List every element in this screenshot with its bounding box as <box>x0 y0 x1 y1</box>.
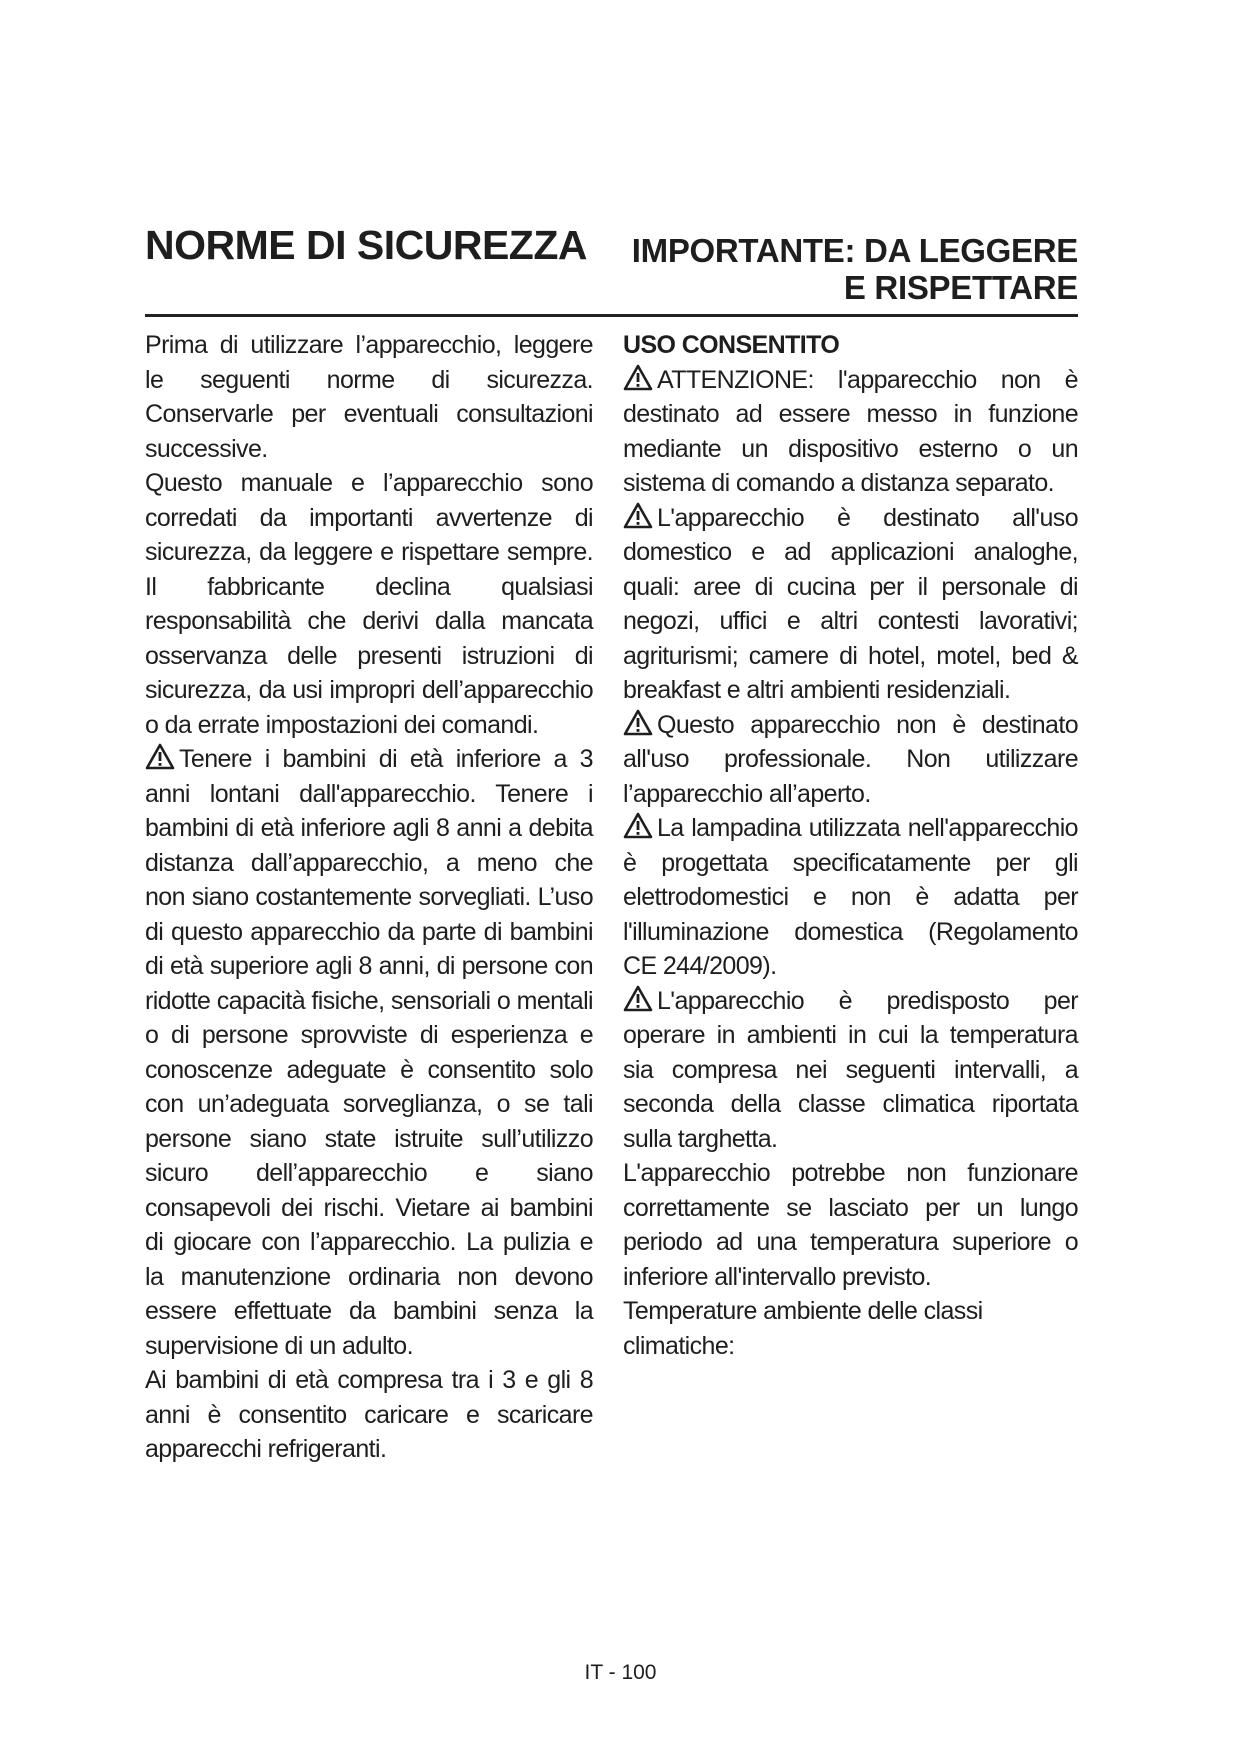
right-column <box>623 328 1078 1363</box>
warning-triangle-icon <box>623 502 653 529</box>
warning-triangle-icon <box>145 743 175 770</box>
warning-triangle-icon <box>623 812 653 839</box>
paragraph-not-professional <box>623 708 1078 812</box>
section-heading-uso-consentito: USO CONSENTITO <box>623 331 840 359</box>
paragraph-temperature <box>623 984 1078 1157</box>
paragraph-domestic-use <box>623 501 1078 708</box>
warning-triangle-icon <box>623 364 653 391</box>
left-column <box>145 328 593 1467</box>
warning-triangle-icon <box>623 709 653 736</box>
paragraph-attention <box>623 363 1078 501</box>
paragraph-lamp <box>623 811 1078 984</box>
paragraph-not-professional-text: Questo apparecchio non è destinato all'uso professionale. Non utilizzare l’apparecchio all’aperto. <box>623 710 1078 808</box>
subtitle-line-2: E RISPETTARE <box>843 269 1078 306</box>
page-title: NORME DI SICUREZZA <box>145 222 587 268</box>
page-number: IT - 100 <box>584 1661 657 1684</box>
paragraph-malfunction: L'apparecchio potrebbe non funzionare correttamente se lasciato per un lungo periodo ad una temperatura superiore o inferiore all'intervallo previsto. <box>623 1159 1078 1291</box>
paragraph-intro: Prima di utilizzare l’apparecchio, leggere le seguenti norme di sicurezza. Conservarle per eventuali consultazioni successive. <box>145 331 593 463</box>
paragraph-lamp-text: La lampadina utilizzata nell'apparecchio è progettata specificatamente per gli elettrodomestici e non è adatta per l'illuminazione domestica (Regolamento CE 244/2009). <box>623 814 1078 980</box>
header-divider <box>145 314 1078 317</box>
page-subtitle <box>620 232 1078 306</box>
subtitle-line-1: IMPORTANTE: DA LEGGERE <box>631 232 1078 269</box>
paragraph-children-loading: Ai bambini di età compresa tra i 3 e gli 8 anni è consentito caricare e scaricare apparecchi refrigeranti. <box>145 1366 593 1463</box>
warning-triangle-icon <box>623 985 653 1012</box>
paragraph-domestic-use-text: L'apparecchio è destinato all'uso domestico e ad applicazioni analoghe, quali: aree di cucina per il personale di negozi, uffici e altri contesti lavorativi; agriturismi; camere di hotel, motel, bed & breakfast e altri ambienti residenziali. <box>623 503 1078 704</box>
paragraph-temperature-text: L'apparecchio è predisposto per operare in ambienti in cui la temperatura sia compresa nei seguenti intervalli, a seconda della classe climatica riportata sulla targhetta. <box>623 986 1078 1153</box>
paragraph-children-text: Tenere i bambini di età inferiore a 3 anni lontani dall'apparecchio. Tenere i bambini di età inferiore agli 8 anni a debita distanza dall’apparecchio, a meno che non siano costantemente sorvegliati. L’uso di questo apparecchio da parte di bambini di età superiore agli 8 anni, di persone con ridotte capacità fisiche, sensoriali o mentali o di persone sprovviste di esperienza e conoscenze adeguate è consentito solo con un’adeguata sorveglianza, o se tali persone siano state istruite sull’utilizzo sicuro dell’apparecchio e siano consapevoli dei rischi. Vietare ai bambini di giocare con l’apparecchio. La pulizia e la manutenzione ordinaria non devono essere effettuate da bambini senza la supervisione di un adulto. <box>145 745 593 1360</box>
paragraph-children-warning <box>145 742 593 1363</box>
paragraph-attention-text: ATTENZIONE: l'apparecchio non è destinato ad essere messo in funzione mediante un dispositivo esterno o un sistema di comando a distanza separato. <box>623 365 1078 497</box>
paragraph-climate-classes: Temperature ambiente delle classi climatiche: <box>623 1297 983 1360</box>
paragraph-manual: Questo manuale e l’apparecchio sono corredati da importanti avvertenze di sicurezza, da leggere e rispettare sempre. Il fabbricante declina qualsiasi responsabilità che derivi dalla mancata osservanza delle presenti istruzioni di sicurezza, da usi impropri dell’apparecchio o da errate impostazioni dei comandi. <box>145 469 593 739</box>
